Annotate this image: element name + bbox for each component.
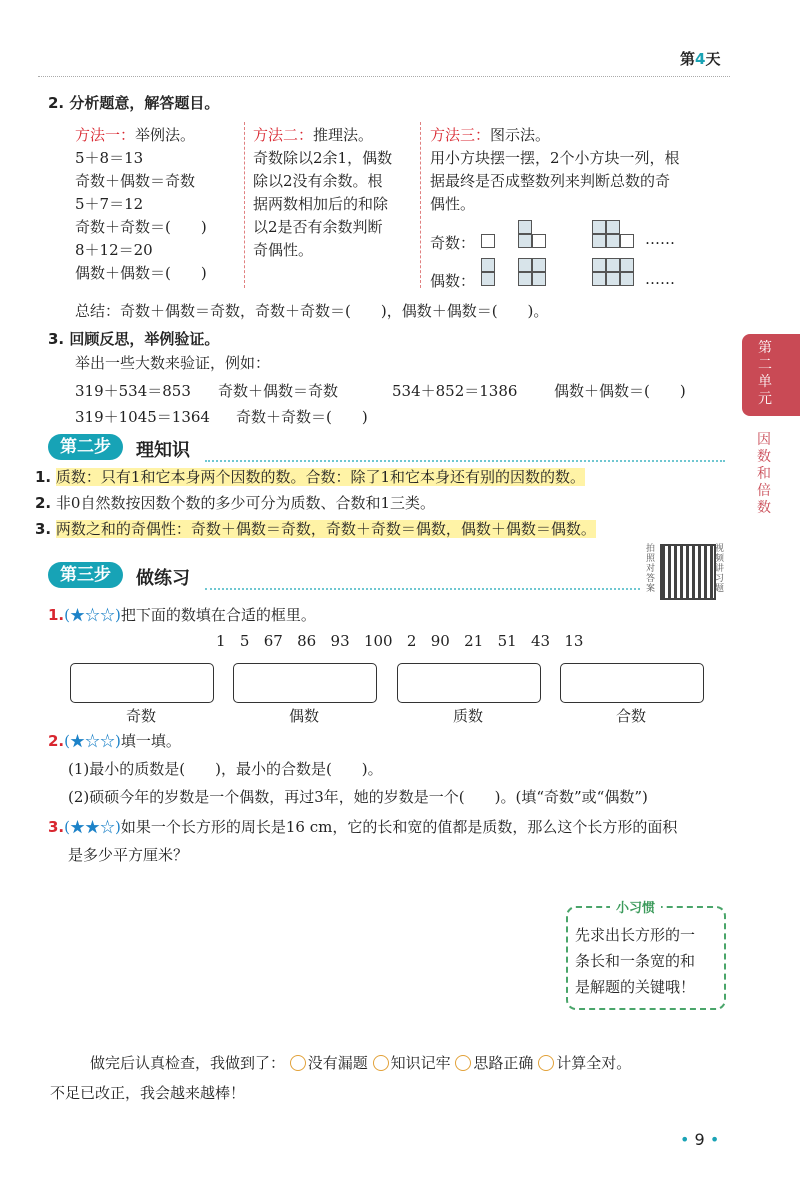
even-ellipsis: ……	[645, 270, 675, 288]
verify-eq: 534＋852＝1386	[392, 382, 518, 400]
exercise3-prompt: 3.(★★☆)如果一个长方形的周长是16 cm，它的长和宽的值都是质数，那么这个长方形的面积	[48, 818, 678, 836]
step2-rule	[205, 460, 725, 462]
item-text: 非0自然数按因数个数的多少可分为质数、合数和1三类。	[55, 494, 436, 512]
check-lead: 做完后认真检查，我做到了：	[90, 1054, 286, 1072]
step3-title: 做练习	[136, 568, 190, 589]
tip-line: 是解题的关键哦！	[575, 978, 696, 996]
method1-line: 5＋8＝13	[75, 149, 144, 167]
prime-answer-box[interactable]	[397, 663, 541, 703]
even-diagram-label: 偶数：	[430, 272, 476, 290]
exercise-text: 填一填。	[120, 732, 181, 750]
block-cell	[620, 234, 634, 248]
checkmark-icon[interactable]	[538, 1055, 554, 1071]
box-label-even: 偶数	[288, 707, 319, 725]
block-cell	[481, 272, 495, 286]
exercise-number: 2.	[48, 732, 65, 750]
difficulty-stars: ★☆☆	[70, 732, 116, 750]
difficulty-stars: ★★☆	[70, 818, 116, 836]
item-text: 两数之和的奇偶性：奇数＋偶数＝奇数，奇数＋奇数＝偶数，偶数＋偶数＝偶数。	[55, 520, 596, 538]
block-cell	[606, 234, 620, 248]
step3-badge: 第三步	[48, 562, 123, 588]
block-cell	[592, 272, 606, 286]
verify-eq: 319＋1045＝1364	[75, 408, 210, 426]
block-cell	[606, 272, 620, 286]
block-cell	[592, 234, 606, 248]
method3-line: 用小方块摆一摆，2个小方块一列，根	[430, 149, 680, 167]
even-answer-box[interactable]	[233, 663, 377, 703]
method3-label: 方法三：	[430, 126, 491, 144]
method3-line: 偶性。	[430, 195, 476, 213]
box-label-odd: 奇数	[125, 707, 156, 725]
pool-number[interactable]: 93	[330, 632, 350, 650]
block-cell	[518, 220, 532, 234]
odd-answer-box[interactable]	[70, 663, 214, 703]
section3-title: 3. 回顾反思，举例验证。	[48, 330, 220, 348]
step2-badge: 第二步	[48, 434, 123, 460]
section3-intro: 举出一些大数来验证，例如：	[75, 354, 271, 372]
pool-number[interactable]: 43	[530, 632, 551, 650]
method-divider	[244, 122, 245, 288]
method1-name: 举例法。	[135, 126, 196, 144]
step2-title: 理知识	[136, 440, 190, 461]
block-cell	[532, 272, 546, 286]
composite-answer-box[interactable]	[560, 663, 704, 703]
method1-line: 奇数＋偶数＝奇数	[75, 172, 196, 190]
tip-line: 先求出长方形的一	[575, 926, 696, 944]
tip-line: 条长和一条宽的和	[575, 952, 696, 970]
odd-ellipsis: ……	[645, 230, 675, 248]
block-cell	[481, 258, 495, 272]
method2-line: 以2是否有余数判断	[253, 218, 383, 236]
tip-title: 小习惯	[610, 897, 661, 916]
item-number: 1.	[35, 468, 52, 486]
method1-line: 偶数＋偶数＝( )	[75, 264, 207, 282]
exercise2-q1[interactable]: (1)最小的质数是( )，最小的合数是( )。	[68, 760, 383, 778]
day-number: 4	[695, 50, 706, 68]
pool-number[interactable]: 13	[564, 632, 584, 650]
method3-name: 图示法。	[490, 126, 551, 144]
qr-right-caption: 视频讲习题	[715, 544, 725, 594]
item-number: 3.	[35, 520, 52, 538]
method1-block	[75, 124, 245, 285]
pool-number[interactable]: 21	[464, 632, 484, 650]
verify-eq: 奇数＋奇数＝( )	[236, 408, 368, 426]
method2-line: 据两数相加后的和除	[253, 195, 389, 213]
day-prefix: 第	[680, 50, 696, 68]
exercise2-prompt: 2.(★☆☆)填一填。	[48, 732, 181, 750]
pool-number[interactable]: 2	[406, 632, 417, 650]
block-cell	[606, 220, 620, 234]
check-item: 没有漏题	[307, 1054, 368, 1072]
block-cell	[481, 234, 495, 248]
exercise1-prompt: 1.(★☆☆)把下面的数填在合适的框里。	[48, 606, 316, 624]
block-cell	[592, 258, 606, 272]
difficulty-stars: ★☆☆	[70, 606, 116, 624]
unit-tab-label: 第二单元	[758, 340, 772, 407]
pool-number[interactable]: 67	[263, 632, 283, 650]
pool-number[interactable]: 90	[430, 632, 450, 650]
step3-rule	[205, 588, 640, 590]
box-label-prime: 质数	[452, 707, 483, 725]
verify-eq: 偶数＋偶数＝( )	[554, 382, 686, 400]
page-number: • 9 •	[680, 1130, 720, 1149]
day-suffix: 天	[705, 50, 721, 68]
pool-number[interactable]: 86	[297, 632, 317, 650]
exercise-number: 3.	[48, 818, 65, 836]
qr-code-icon[interactable]	[660, 544, 716, 600]
knowledge-item	[35, 490, 725, 516]
exercise2-q2[interactable]: (2)硕硕今年的岁数是一个偶数，再过3年，她的岁数是一个( )。(填“奇数”或“偶数”)	[68, 788, 648, 806]
method1-line: 奇数＋奇数＝( )	[75, 218, 207, 236]
item-text: 质数：只有1和它本身两个因数的数。合数：除了1和它本身还有别的因数的数。	[55, 468, 586, 486]
method3-block	[430, 124, 730, 216]
block-cell	[592, 220, 606, 234]
item-number: 2.	[35, 494, 52, 512]
method2-line: 奇数除以2余1，偶数	[253, 149, 393, 167]
method1-line: 5＋7＝12	[75, 195, 144, 213]
check-item: 计算全对。	[556, 1054, 632, 1072]
tip-text	[575, 922, 720, 1000]
box-label-composite: 合数	[615, 707, 646, 725]
method1-label: 方法一：	[75, 126, 136, 144]
knowledge-item	[35, 516, 725, 542]
check-item: 知识记牢	[390, 1054, 451, 1072]
block-cell	[620, 258, 634, 272]
block-cell	[518, 258, 532, 272]
method2-block	[253, 124, 418, 262]
number-pool	[216, 632, 583, 650]
checkmark-icon[interactable]	[455, 1055, 471, 1071]
header-divider	[38, 76, 730, 77]
block-cell	[518, 272, 532, 286]
checkmark-icon[interactable]	[373, 1055, 389, 1071]
method2-line: 奇偶性。	[253, 241, 314, 259]
section2-title: 2. 分析题意，解答题目。	[48, 94, 220, 112]
block-cell	[518, 234, 532, 248]
pool-number[interactable]: 100	[363, 632, 393, 650]
self-check-line	[90, 1052, 631, 1073]
verify-eq: 319＋534＝853	[75, 382, 191, 400]
verify-eq: 奇数＋偶数＝奇数	[218, 382, 339, 400]
block-cell	[532, 234, 546, 248]
check-item: 思路正确	[473, 1054, 534, 1072]
exercise-text: 把下面的数填在合适的框里。	[120, 606, 316, 624]
odd-diagram-label: 奇数：	[430, 234, 476, 252]
self-check-line2: 不足已改正，我会越来越棒！	[50, 1084, 246, 1102]
method2-line: 除以2没有余数。根	[253, 172, 383, 190]
pool-number[interactable]: 51	[497, 632, 517, 650]
method2-label: 方法二：	[253, 126, 314, 144]
unit-topic-label: 因数和倍数	[757, 432, 771, 516]
knowledge-item	[35, 464, 725, 490]
summary-line: 总结：奇数＋偶数＝奇数，奇数＋奇数＝( )，偶数＋偶数＝( )。	[75, 302, 549, 320]
page-number-value: 9	[694, 1130, 705, 1149]
exercise3-line2: 是多少平方厘米？	[68, 846, 189, 864]
exercise-number: 1.	[48, 606, 65, 624]
method1-line: 8＋12＝20	[75, 241, 153, 259]
checkmark-icon[interactable]	[290, 1055, 306, 1071]
exercise-text: 如果一个长方形的周长是16 cm，它的长和宽的值都是质数，那么这个长方形的面积	[120, 818, 678, 836]
method2-name: 推理法。	[313, 126, 374, 144]
block-cell	[532, 258, 546, 272]
knowledge-list	[35, 464, 725, 542]
pool-number[interactable]: 5	[239, 632, 250, 650]
method-divider	[420, 122, 421, 288]
pool-number[interactable]: 1	[216, 632, 226, 650]
day-label	[680, 48, 720, 69]
block-cell	[620, 272, 634, 286]
qr-left-caption: 拍照对答案	[646, 544, 656, 594]
method3-line: 据最终是否成整数列来判断总数的奇	[430, 172, 671, 190]
block-cell	[606, 258, 620, 272]
